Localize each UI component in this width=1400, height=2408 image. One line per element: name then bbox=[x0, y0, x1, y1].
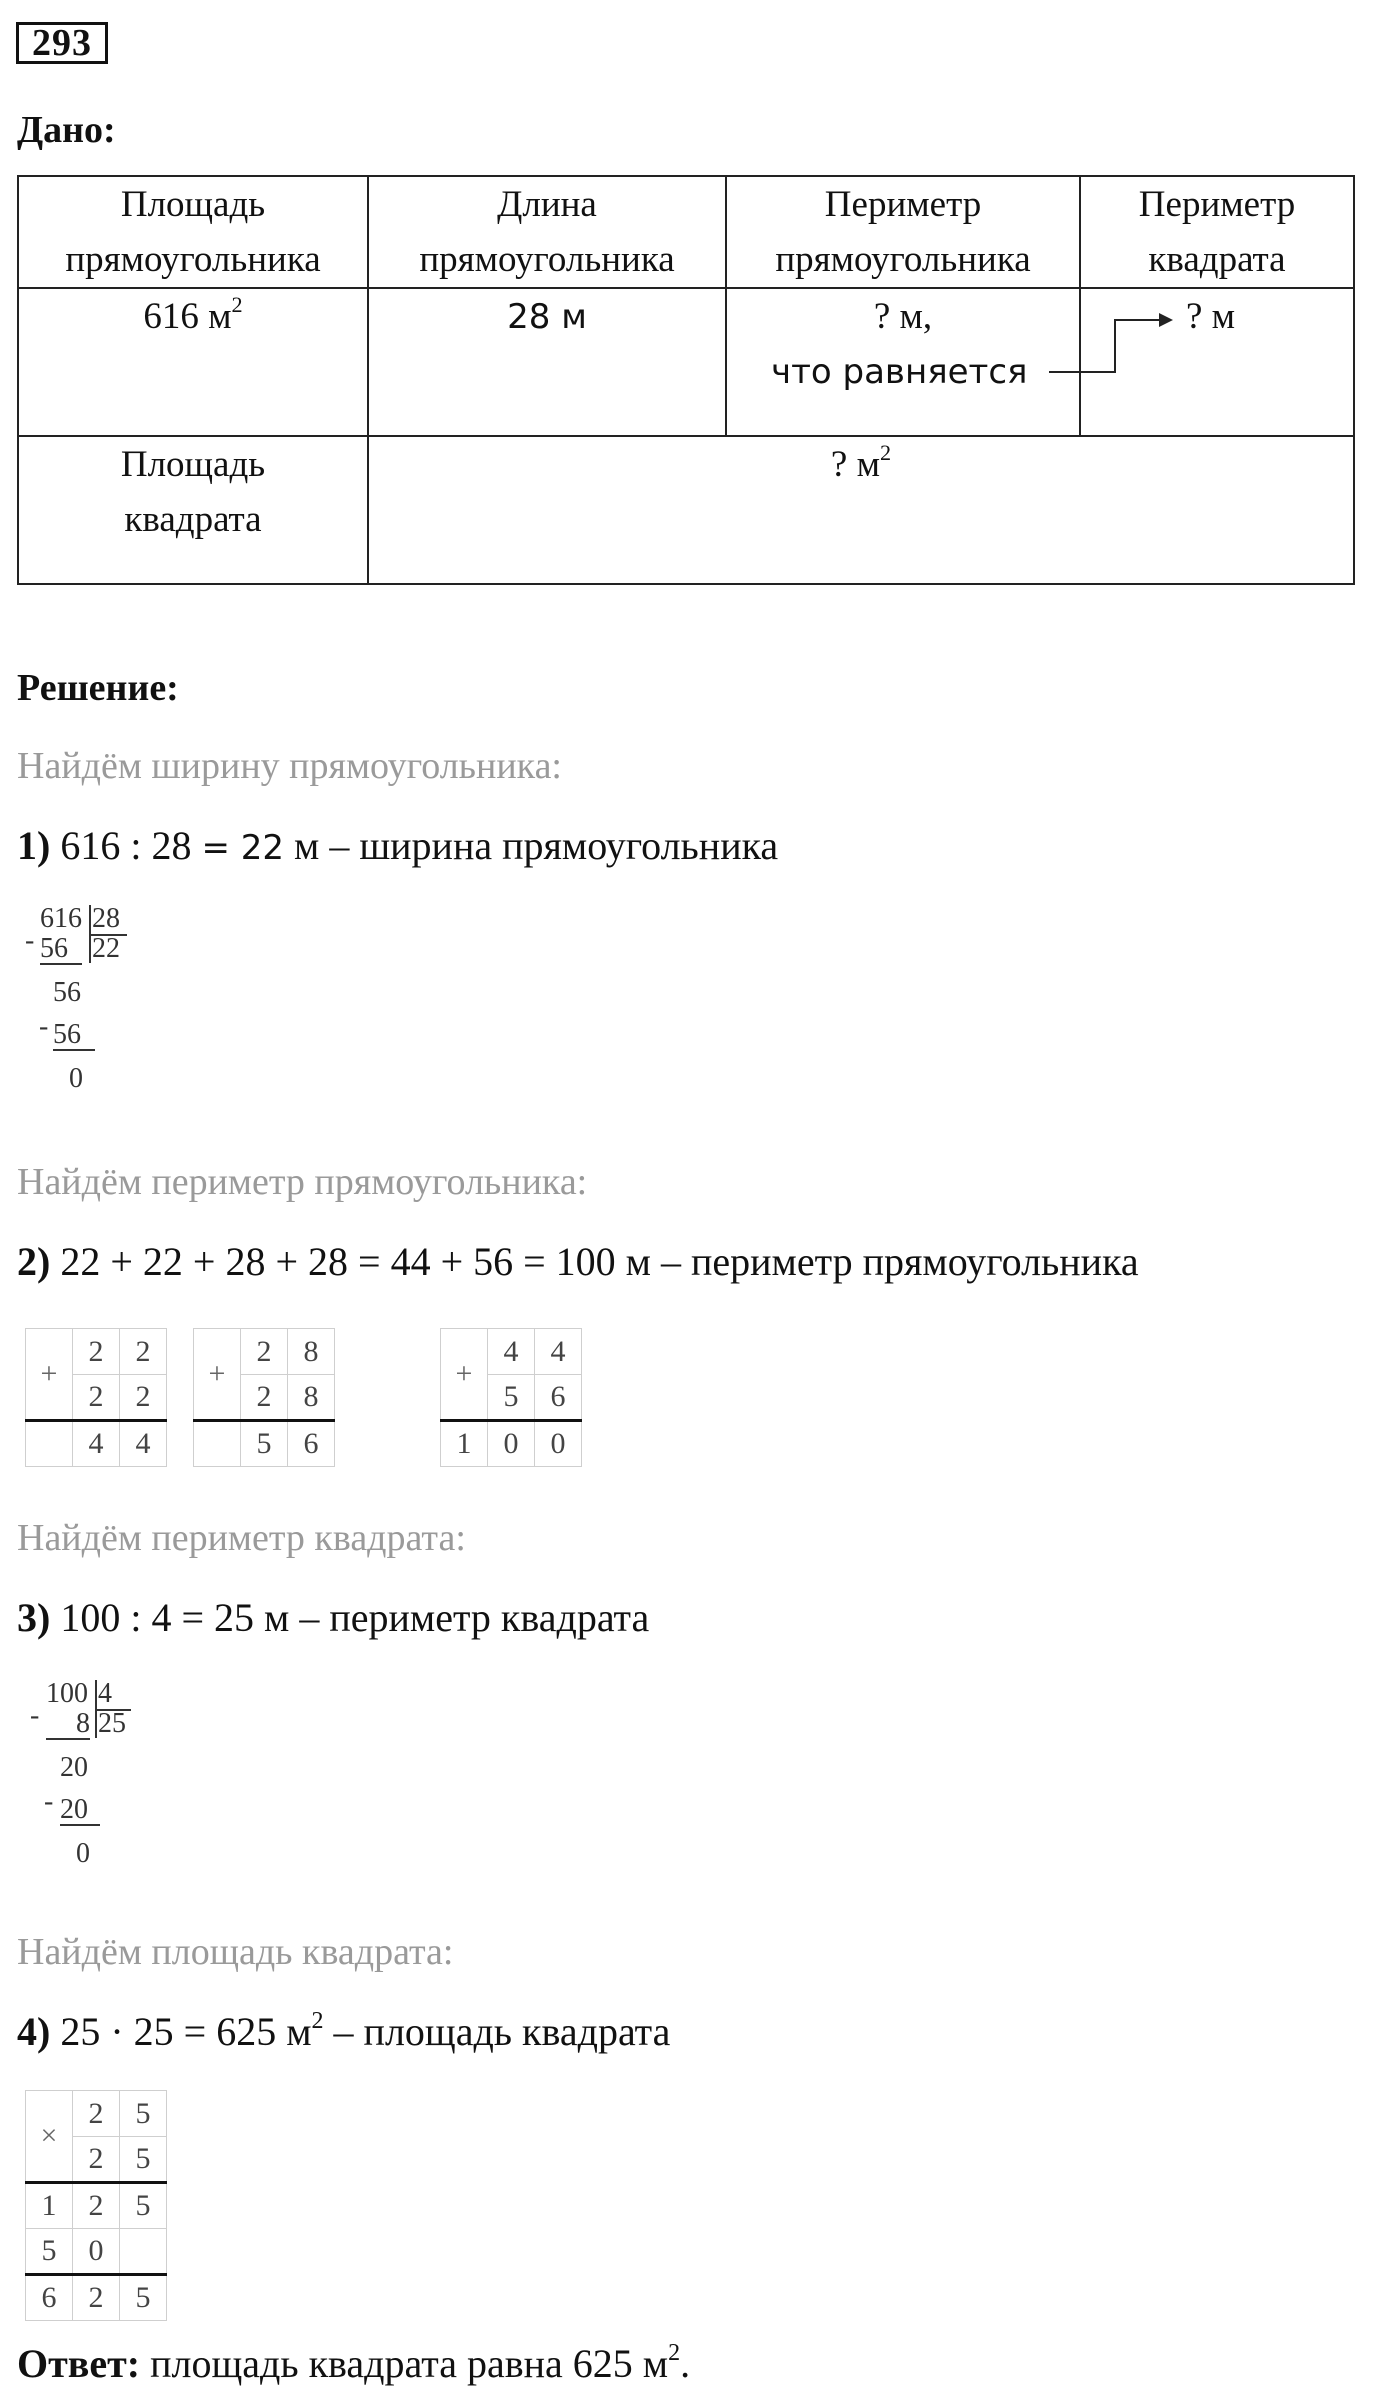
step2-line: 2) 22 + 22 + 28 + 28 = 44 + 56 = 100 м – периметр прямоугольника bbox=[17, 1239, 1139, 1284]
step2-hint: Найдём периметр прямоугольника: bbox=[17, 1161, 588, 1203]
task-number: 293 bbox=[16, 22, 108, 64]
rect-perimeter-value: ? м, что равняется bbox=[726, 288, 1080, 436]
square-area-label: Площадь квадрата bbox=[18, 436, 368, 584]
given-square-area-row bbox=[18, 436, 1354, 584]
step2-addition-grid-1: + 2 2 2 2 4 4 bbox=[25, 1328, 167, 1467]
square-area-value: ? $м^2$ bbox=[368, 436, 1354, 584]
link-arrow-icon bbox=[1045, 300, 1195, 390]
step1-hint: Найдём ширину прямоугольника: bbox=[17, 745, 562, 787]
solution-heading: Решение: bbox=[17, 667, 179, 709]
step2-addition-grid-3: + 4 4 5 6 1 0 0 bbox=[440, 1328, 582, 1467]
given-header-row bbox=[18, 176, 1354, 288]
rect-area-value: 616 $м^2$ bbox=[18, 288, 368, 436]
step3-long-division: 100 4 25 - 8 20 - 20 0 bbox=[30, 1680, 150, 1890]
rect-length-value: 28 м bbox=[368, 288, 726, 436]
header-rect-length: Длина прямоугольника bbox=[368, 176, 726, 288]
step1-line: 1) 616 : 28 = 22 м – ширина прямоугольника bbox=[17, 823, 779, 868]
step1-long-division: 616 28 22 - 56 56 - 56 0 bbox=[25, 905, 145, 1115]
step4-multiplication-grid: × 2 5 2 5 1 2 5 5 0 6 2 5 bbox=[25, 2090, 167, 2321]
header-rect-area: Площадь прямоугольника bbox=[18, 176, 368, 288]
header-square-perimeter: Периметр квадрата bbox=[1080, 176, 1354, 288]
step4-hint: Найдём площадь квадрата: bbox=[17, 1931, 454, 1973]
square-perimeter-value: ? м bbox=[1080, 288, 1354, 436]
step2-addition-grid-2: + 2 8 2 8 5 6 bbox=[193, 1328, 335, 1467]
step3-hint: Найдём периметр квадрата: bbox=[17, 1517, 466, 1559]
answer-line: Ответ: площадь квадрата равна 625 $м^2$. bbox=[17, 2340, 691, 2386]
step3-line: 3) 100 : 4 = 25 м – периметр квадрата bbox=[17, 1595, 650, 1640]
given-heading: Дано: bbox=[17, 109, 116, 151]
step4-line: 4) 25 · 25 = 625 $м^2$ – площадь квадрата bbox=[17, 2008, 671, 2054]
header-rect-perimeter: Периметр прямоугольника bbox=[726, 176, 1080, 288]
